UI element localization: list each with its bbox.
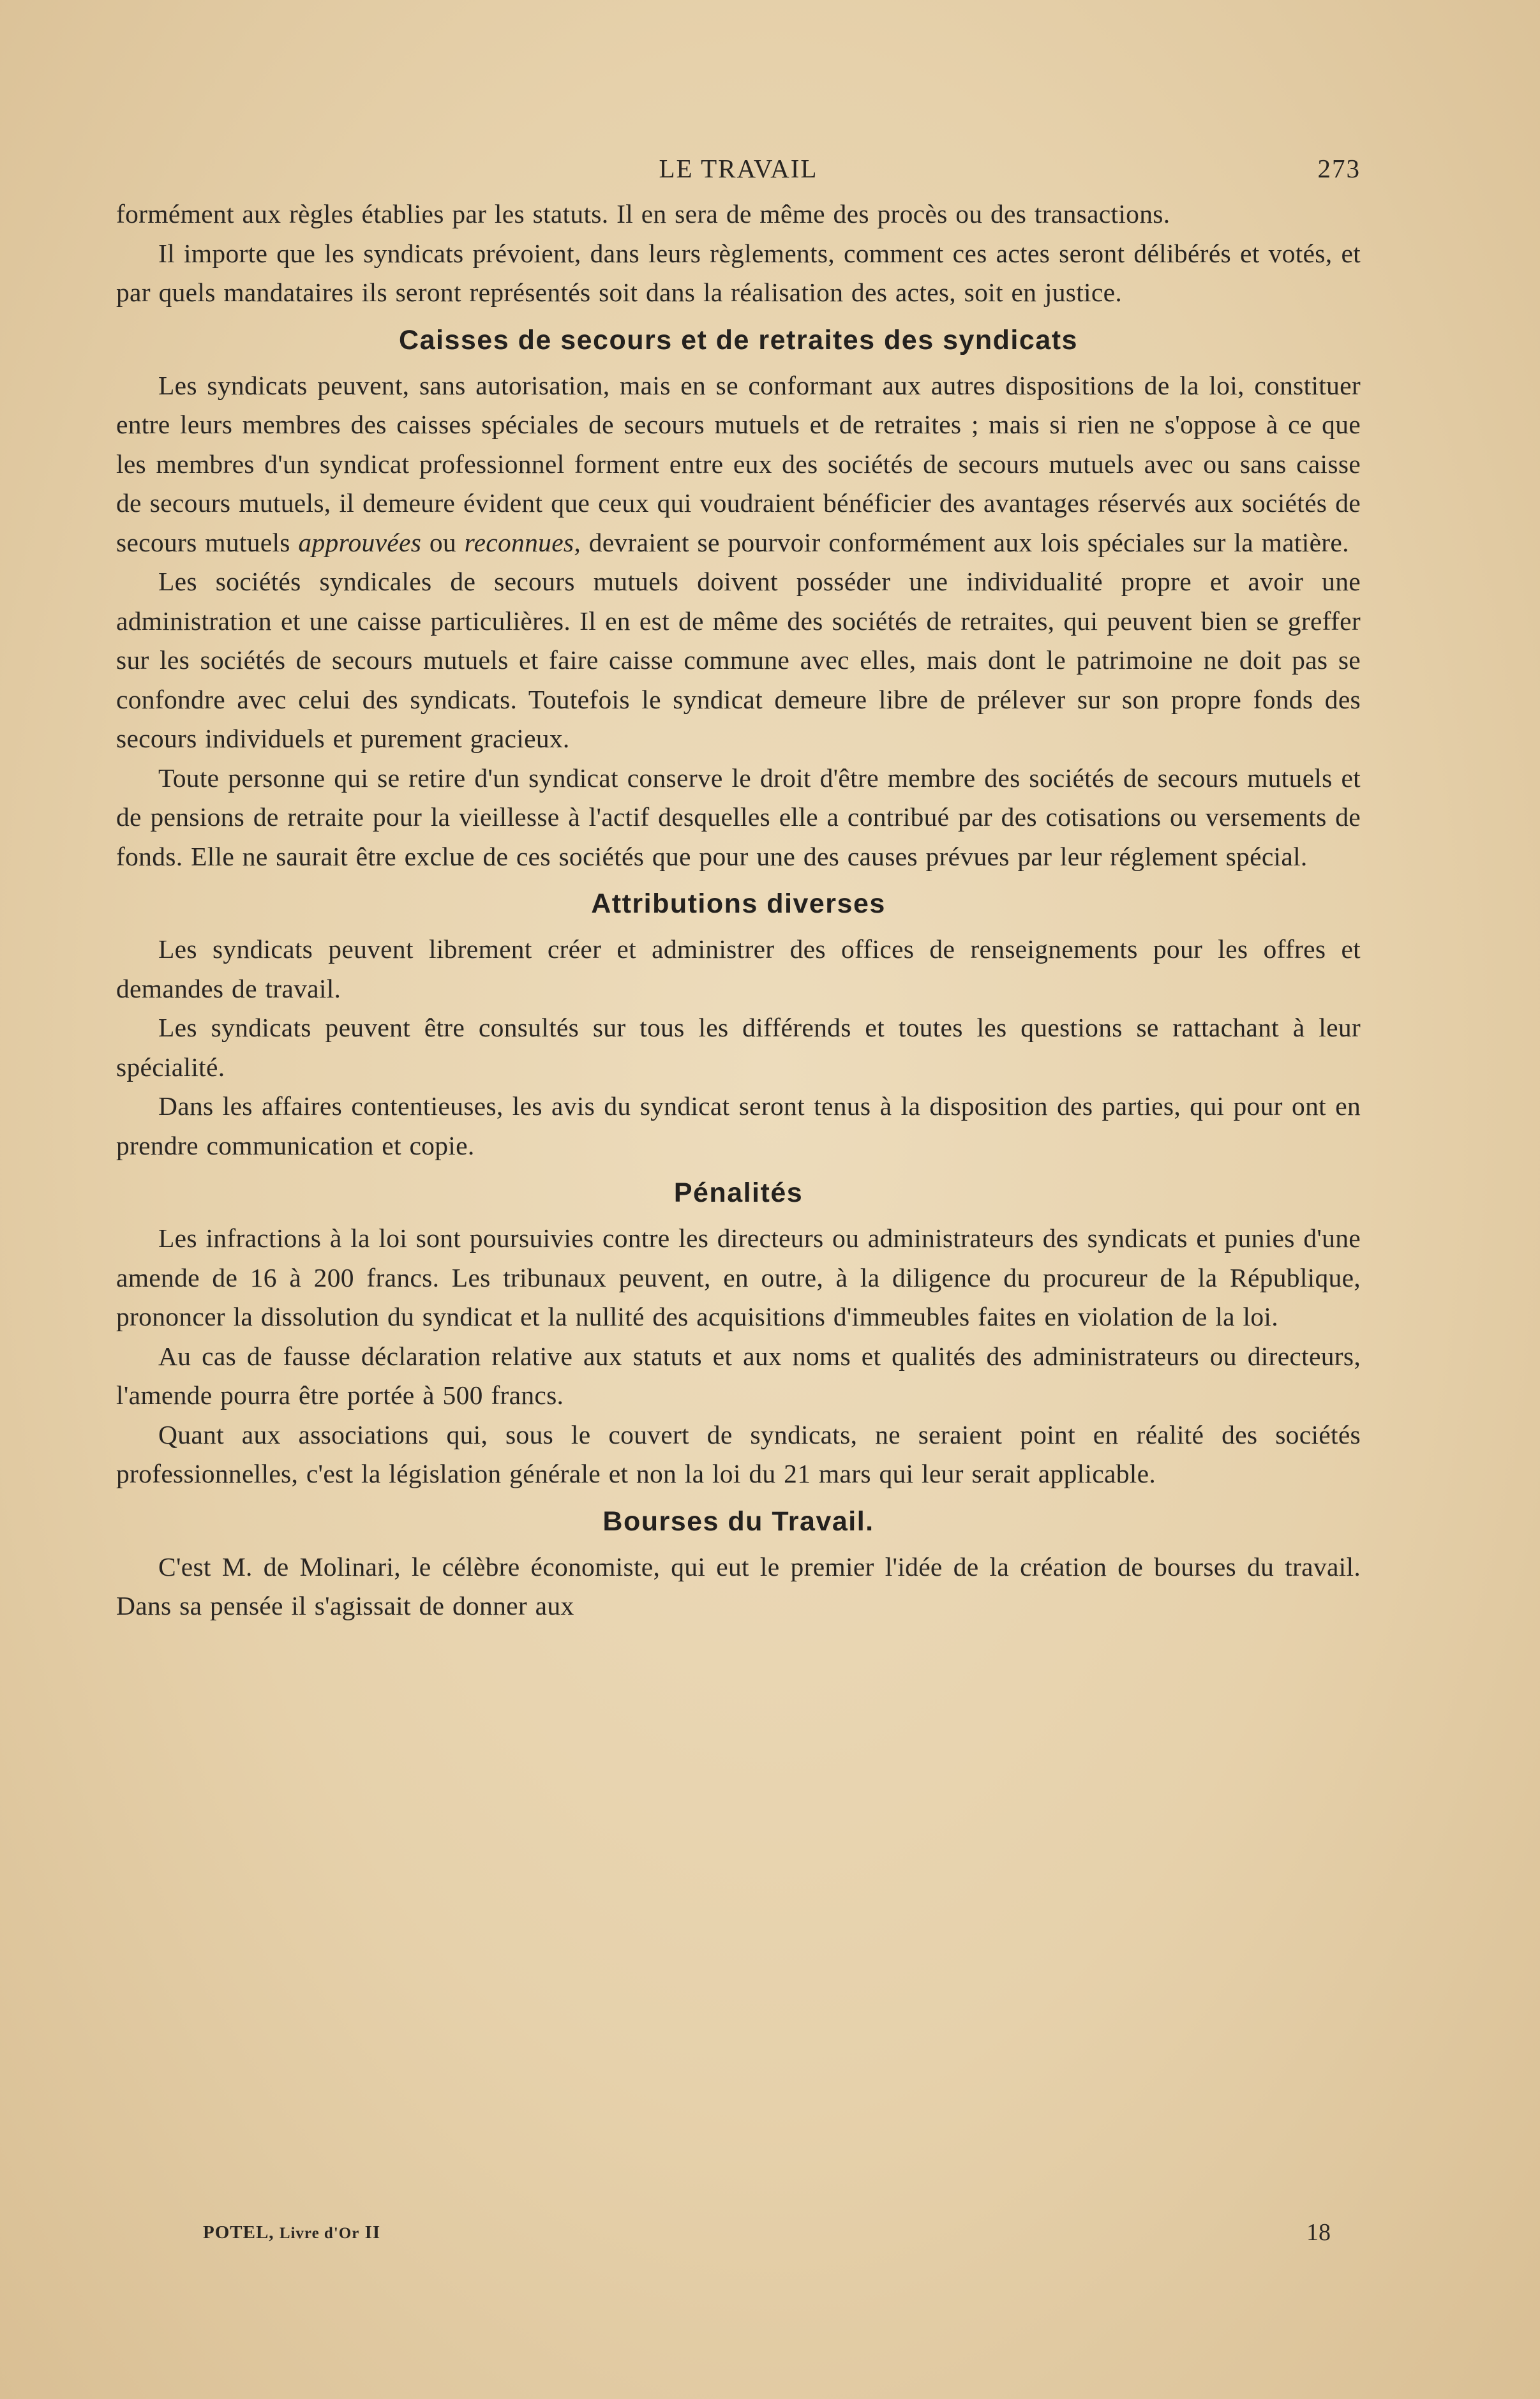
italic-term: reconnues,: [464, 527, 581, 557]
page-number: 273: [1317, 154, 1361, 183]
section-heading: Pénalités: [673, 1177, 804, 1208]
section-heading: Attributions diverses: [591, 888, 886, 919]
paragraph: Il importe que les syndicats prévoient, dans leurs règlements, comment ces actes seront délibérés et votés, et par quels mandataires ils seront représentés soit dans la réalisation des actes, soit en justice.: [116, 238, 1361, 307]
paragraph: Toute personne qui se retire d'un syndicat conserve le droit d'être membre des sociétés de secours mutuels et de pensions de retraite pour la vieillesse à l'actif desquelles elle a contribué par des cotisations ou versements de fonds. Elle ne saurait être exclue de ces sociétés que pour une des causes prévues par leur réglement spécial.: [116, 763, 1361, 871]
paragraph: [116, 366, 1361, 563]
paragraph: Les infractions à la loi sont poursuivies contre les directeurs ou administrateurs des syndicats et punies d'une amende de 16 à 200 francs. Les tribunaux peuvent, en outre, à la diligence du procureur de la République, prononcer la dissolution du syndicat et la nullité des acquisitions d'immeubles faites en violation de la loi.: [116, 1223, 1361, 1331]
signature-book: Livre d'Or: [279, 2225, 360, 2242]
signature-name: POTEL,: [203, 2222, 274, 2243]
paragraph: Les syndicats peuvent librement créer et administrer des offices de renseignements pour les offres et demandes de travail.: [116, 934, 1361, 1003]
text-run: Les syndicats peuvent, sans autorisation, mais en se conformant aux autres dispositions de la loi, constituer entre leurs membres des caisses spéciales de secours mutuels et de retraites ; mais si rien ne s'oppose à ce que les membres d'un syndicat professionnel forment entre eux des sociétés de secours mutuels avec ou sans caisse de secours mutuels, il demeure évident que ceux qui voudraient bénéficier des avantages réservés aux sociétés de secours mutuels: [116, 370, 1361, 557]
book-page: [116, 144, 1361, 1626]
running-header: [116, 144, 1361, 195]
paragraph: Quant aux associations qui, sous le couvert de syndicats, ne seraient point en réalité des sociétés professionnelles, c'est la législation générale et non la loi du 21 mars qui leur serait applicable.: [116, 1419, 1361, 1488]
page-footer: [203, 2218, 1331, 2250]
italic-term: approuvées: [298, 527, 422, 557]
signature-volume: II: [364, 2222, 381, 2243]
section-heading: Bourses du Travail.: [602, 1506, 874, 1537]
paragraph: Au cas de fausse déclaration relative aux statuts et aux noms et qualités des administrateurs ou directeurs, l'amende pourra être portée à 500 francs.: [116, 1341, 1361, 1410]
body-text: [116, 195, 1361, 1626]
paragraph: formément aux règles établies par les statuts. Il en sera de même des procès ou des transactions.: [116, 199, 1170, 228]
paragraph: Les sociétés syndicales de secours mutuels doivent posséder une individualité propre et avoir une administration et une caisse particulières. Il en est de même des sociétés de retraites, qui peuvent bien se greffer sur les sociétés de secours mutuels et faire caisse commune avec elles, mais dont le patrimoine ne doit pas se confondre avec celui des syndicats. Toutefois le syndicat demeure libre de prélever sur son propre fonds des secours individuels et purement gracieux.: [116, 567, 1361, 753]
text-run: devraient se pourvoir conformément aux lois spéciales sur la matière.: [581, 527, 1349, 557]
signature-mark: [203, 2222, 380, 2243]
text-run: ou: [421, 527, 465, 557]
paragraph: Dans les affaires contentieuses, les avis du syndicat seront tenus à la disposition des parties, qui pour ont en prendre communication et copie.: [116, 1091, 1361, 1160]
paragraph: C'est M. de Molinari, le célèbre économiste, qui eut le premier l'idée de la création de bourses du travail. Dans sa pensée il s'agissait de donner aux: [116, 1551, 1361, 1620]
paragraph: Les syndicats peuvent être consultés sur tous les différends et toutes les questions se rattachant à leur spécialité.: [116, 1013, 1361, 1082]
running-title: LE TRAVAIL: [659, 154, 818, 183]
sheet-number: 18: [1306, 2219, 1331, 2246]
section-heading: Caisses de secours et de retraites des syndicats: [399, 324, 1078, 355]
